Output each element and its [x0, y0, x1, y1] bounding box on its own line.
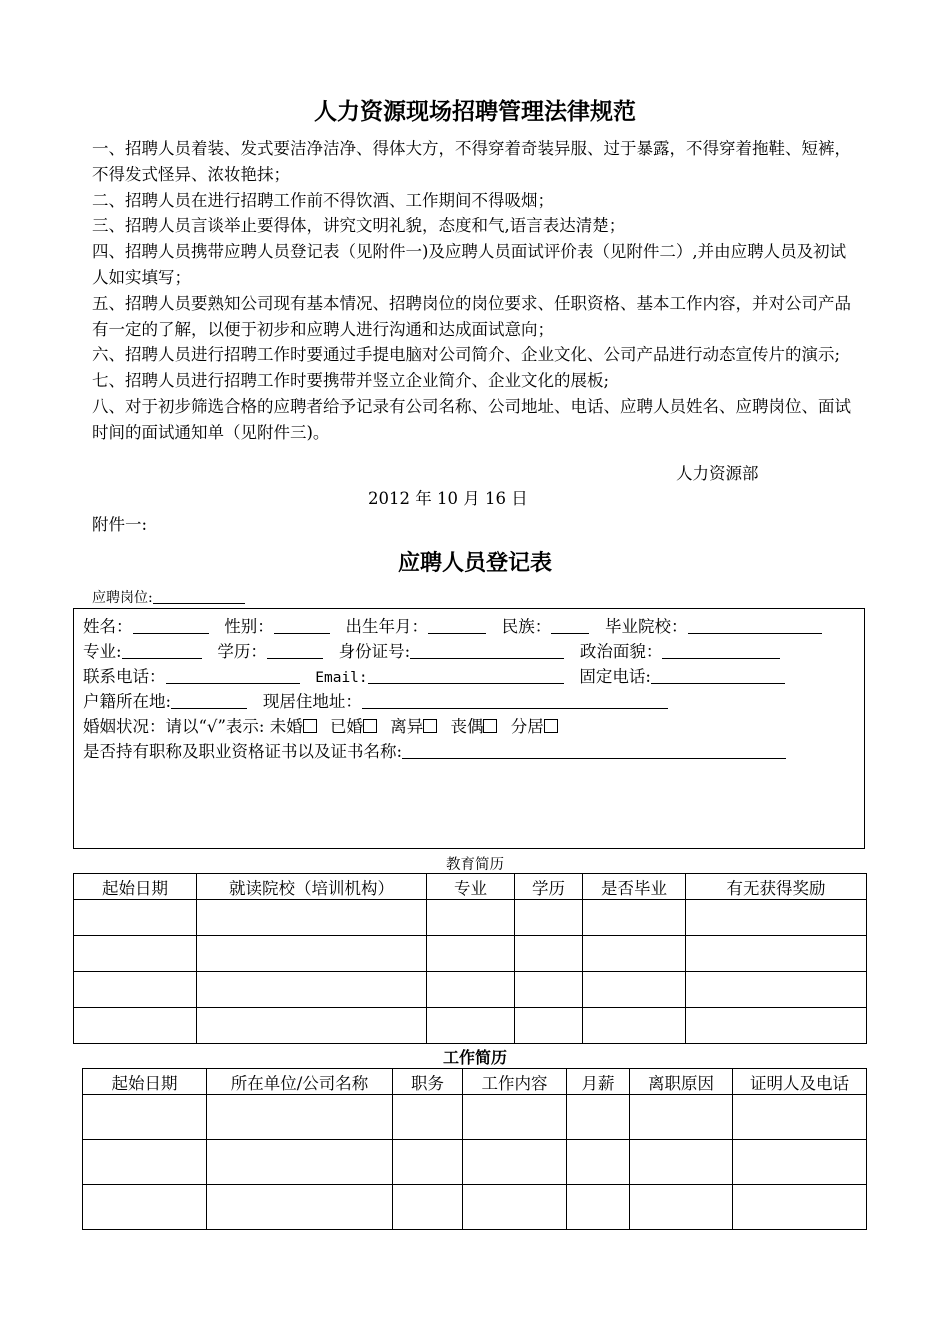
hukou-label: 户籍所在地: — [83, 692, 172, 711]
political-label: 政治面貌： — [579, 642, 663, 661]
table-cell[interactable] — [515, 1008, 583, 1044]
table-cell[interactable] — [463, 1185, 567, 1230]
ethnicity-label: 民族： — [501, 617, 552, 636]
table-cell[interactable] — [427, 972, 515, 1008]
table-cell[interactable] — [74, 1008, 197, 1044]
political-blank[interactable] — [662, 643, 780, 659]
table-row — [83, 1185, 867, 1230]
column-header: 专业 — [427, 874, 515, 900]
personal-info-box — [73, 608, 865, 849]
table-cell[interactable] — [74, 936, 197, 972]
hukou-blank[interactable] — [171, 693, 247, 709]
table-cell[interactable] — [393, 1140, 463, 1185]
address-label: 现居住地址： — [262, 692, 362, 711]
table-cell[interactable] — [83, 1095, 207, 1140]
table-row — [74, 972, 867, 1008]
annex-label: 附件一: — [92, 515, 148, 534]
table-cell[interactable] — [583, 1008, 686, 1044]
id-number-label: 身份证号: — [338, 642, 411, 661]
phone-blank[interactable] — [166, 668, 300, 684]
document-title: 人力资源现场招聘管理法律规范 — [314, 99, 636, 125]
info-row-5 — [83, 713, 566, 737]
marital-option-label: 分居 — [510, 717, 544, 736]
table-cell[interactable] — [733, 1095, 867, 1140]
table-cell[interactable] — [686, 936, 867, 972]
table-cell[interactable] — [630, 1095, 733, 1140]
table-row — [83, 1140, 867, 1185]
marital-option-label: 已婚 — [329, 717, 363, 736]
table-cell[interactable] — [686, 972, 867, 1008]
table-cell[interactable] — [393, 1185, 463, 1230]
marital-option-label: 丧偶 — [450, 717, 484, 736]
checkbox-icon[interactable] — [363, 719, 377, 733]
position-label: 应聘岗位: — [92, 590, 153, 606]
gender-label: 性别： — [224, 617, 274, 636]
table-cell[interactable] — [515, 936, 583, 972]
school-blank[interactable] — [688, 618, 822, 634]
checkbox-icon[interactable] — [544, 719, 558, 733]
work-caption: 工作简历 — [442, 1048, 507, 1067]
column-header: 所在单位/公司名称 — [207, 1069, 393, 1095]
table-cell[interactable] — [427, 900, 515, 936]
table-cell[interactable] — [567, 1185, 630, 1230]
table-cell[interactable] — [583, 936, 686, 972]
table-cell[interactable] — [463, 1095, 567, 1140]
checkbox-icon[interactable] — [483, 719, 497, 733]
major-label: 专业: — [83, 642, 122, 661]
table-row — [83, 1095, 867, 1140]
table-cell[interactable] — [686, 900, 867, 936]
table-cell[interactable] — [83, 1140, 207, 1185]
table-cell[interactable] — [74, 900, 197, 936]
table-cell[interactable] — [630, 1185, 733, 1230]
position-field — [92, 587, 245, 607]
column-header: 离职原因 — [630, 1069, 733, 1095]
department-signature: 人力资源部 — [676, 464, 759, 483]
gender-blank[interactable] — [274, 618, 330, 634]
table-cell[interactable] — [427, 936, 515, 972]
table-cell[interactable] — [393, 1095, 463, 1140]
id-number-blank[interactable] — [410, 643, 564, 659]
rule-item: 七、招聘人员进行招聘工作时要携带并竖立企业简介、企业文化的展板; — [92, 371, 610, 391]
education-caption: 教育简历 — [446, 857, 504, 873]
table-cell[interactable] — [74, 972, 197, 1008]
rule-item: 四、招聘人员携带应聘人员登记表（见附件一)及应聘人员面试评价表（见附件二）,并由应聘人员及初试人如实填写； — [92, 242, 847, 287]
table-cell[interactable] — [583, 900, 686, 936]
table-row — [74, 936, 867, 972]
marital-option-label: 离异 — [390, 717, 424, 736]
column-header: 起始日期 — [74, 874, 197, 900]
column-header: 工作内容 — [463, 1069, 567, 1095]
email-label: Email: — [315, 670, 368, 686]
column-header: 月薪 — [567, 1069, 630, 1095]
table-cell[interactable] — [630, 1140, 733, 1185]
info-row-3 — [83, 663, 785, 687]
table-cell[interactable] — [567, 1140, 630, 1185]
phone-label: 联系电话： — [83, 667, 166, 686]
info-row-6 — [83, 738, 786, 762]
table-cell[interactable] — [427, 1008, 515, 1044]
table-cell[interactable] — [197, 900, 427, 936]
table-row — [74, 900, 867, 936]
form-title: 应聘人员登记表 — [397, 551, 552, 576]
table-header-row — [83, 1069, 867, 1095]
column-header: 学历 — [515, 874, 583, 900]
table-cell[interactable] — [733, 1140, 867, 1185]
info-row-4 — [83, 688, 668, 712]
checkbox-icon[interactable] — [423, 719, 437, 733]
info-row-2 — [83, 638, 780, 662]
rule-item: 三、招聘人员言谈举止要得体，讲究文明礼貌，态度和气,语言表达清楚； — [92, 216, 626, 236]
table-cell[interactable] — [463, 1140, 567, 1185]
landline-blank[interactable] — [651, 668, 785, 684]
table-cell[interactable] — [733, 1185, 867, 1230]
table-cell[interactable] — [515, 972, 583, 1008]
table-row — [74, 1008, 867, 1044]
rule-item: 五、招聘人员要熟知公司现有基本情况、招聘岗位的岗位要求、任职资格、基本工作内容，并对公司产品有一定的了解，以便于初步和应聘人进行沟通和达成面试意向； — [92, 293, 851, 339]
checkbox-icon[interactable] — [303, 719, 317, 733]
column-header: 就读院校（培训机构） — [197, 874, 427, 900]
table-cell[interactable] — [197, 972, 427, 1008]
document-date: 2012 年 10 月 16 日 — [368, 489, 528, 508]
table-cell[interactable] — [515, 900, 583, 936]
birth-label: 出生年月： — [345, 617, 428, 636]
table-cell[interactable] — [197, 1008, 427, 1044]
position-blank[interactable] — [153, 589, 245, 604]
address-blank[interactable] — [362, 693, 668, 709]
rules-list — [92, 136, 862, 446]
table-cell[interactable] — [83, 1185, 207, 1230]
table-header-row — [74, 874, 867, 900]
work-table — [82, 1068, 867, 1230]
name-label: 姓名： — [83, 617, 133, 636]
column-header: 是否毕业 — [583, 874, 686, 900]
table-cell[interactable] — [583, 972, 686, 1008]
rule-item: 一、招聘人员着装、发式要洁净洁净、得体大方，不得穿着奇装异服、过于暴露，不得穿着拖鞋、短裤，不得发式怪异、浓妆艳抹； — [92, 139, 851, 184]
email-blank[interactable] — [368, 668, 564, 684]
school-label: 毕业院校： — [605, 617, 688, 636]
column-header: 职务 — [393, 1069, 463, 1095]
education-blank[interactable] — [267, 643, 323, 659]
birth-blank[interactable] — [428, 618, 486, 634]
column-header: 有无获得奖励 — [686, 874, 867, 900]
table-cell[interactable] — [567, 1095, 630, 1140]
marital-label: 婚姻状况：请以“√”表示: — [83, 717, 265, 736]
table-cell[interactable] — [197, 936, 427, 972]
education-label: 学历： — [217, 642, 267, 661]
column-header: 起始日期 — [83, 1069, 207, 1095]
education-table — [73, 873, 867, 1044]
ethnicity-blank[interactable] — [551, 618, 589, 634]
landline-label: 固定电话: — [579, 667, 651, 686]
rule-item: 六、招聘人员进行招聘工作时要通过手提电脑对公司简介、企业文化、公司产品进行动态宣传片的演示; — [92, 345, 841, 365]
info-row-1 — [83, 613, 822, 637]
table-cell[interactable] — [686, 1008, 867, 1044]
major-blank[interactable] — [122, 643, 202, 659]
rule-item: 二、招聘人员在进行招聘工作前不得饮酒、工作期间不得吸烟； — [92, 190, 554, 210]
table-cell[interactable] — [207, 1185, 393, 1230]
table-cell[interactable] — [207, 1095, 393, 1140]
rule-item: 八、对于初步筛选合格的应聘者给予记录有公司名称、公司地址、电话、应聘人员姓名、应聘岗位、面试时间的面试通知单（见附件三)。 — [92, 396, 851, 442]
name-blank[interactable] — [133, 618, 209, 634]
marital-option-label: 未婚 — [269, 717, 303, 736]
certificate-label: 是否持有职称及职业资格证书以及证书名称: — [83, 742, 403, 761]
column-header: 证明人及电话 — [733, 1069, 867, 1095]
table-cell[interactable] — [207, 1140, 393, 1185]
certificate-blank[interactable] — [402, 743, 786, 759]
